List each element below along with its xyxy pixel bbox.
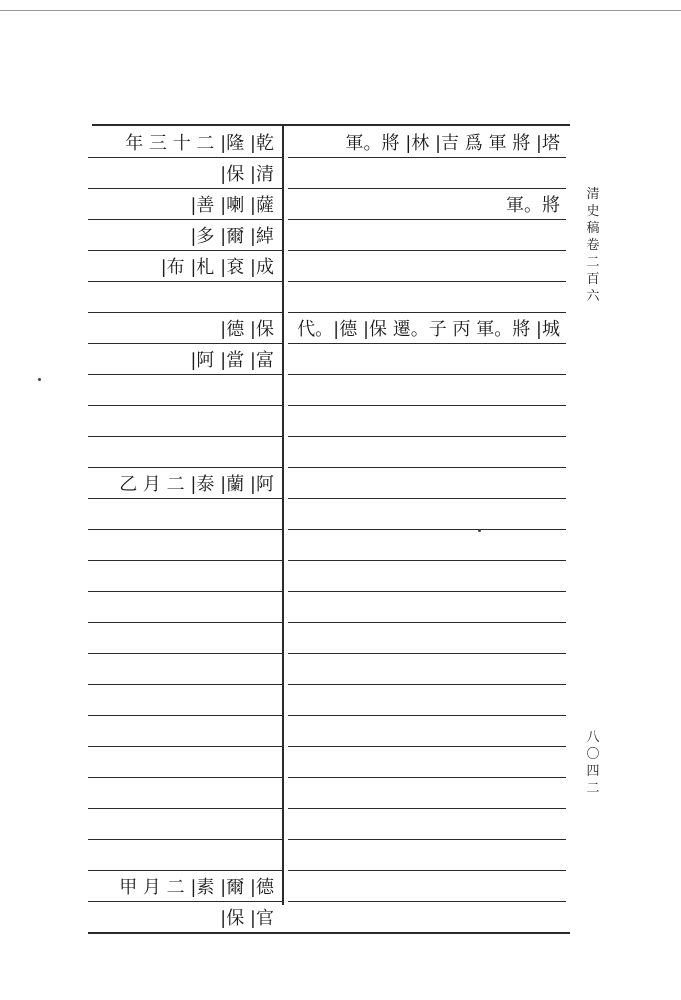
page-number-char: 二 (586, 781, 600, 796)
table-row (88, 126, 570, 157)
table-row (88, 715, 570, 746)
entry-left (88, 746, 274, 777)
entry-right (288, 157, 560, 188)
table-row (88, 622, 570, 653)
table-row (88, 560, 570, 591)
table-row (88, 188, 570, 219)
ink-speck (38, 378, 41, 381)
entry-left (88, 684, 274, 715)
table-row (88, 250, 570, 281)
entry-right (288, 498, 560, 529)
entry-right (288, 436, 560, 467)
table-row (88, 684, 570, 715)
running-title-char: 稿 (586, 221, 600, 236)
entry-left (88, 591, 274, 622)
entry-left: 年 三 十 二 |隆 |乾 (125, 132, 274, 154)
entry-right (288, 591, 560, 622)
entry-right (288, 374, 560, 405)
entry-right (288, 467, 560, 498)
entry-right (288, 808, 560, 839)
page-number-char: 八 (586, 730, 600, 745)
top-rule (0, 10, 681, 11)
entry-left (88, 281, 274, 312)
running-title-char: 百 (586, 272, 600, 287)
entry-right: 軍。將 (506, 194, 560, 216)
table-row (88, 529, 570, 560)
entry-right (288, 529, 560, 560)
entry-right (288, 250, 560, 281)
entry-right (288, 405, 560, 436)
table-row (88, 777, 570, 808)
entry-left (88, 405, 274, 436)
entry-right (288, 219, 560, 250)
entry-right (288, 343, 560, 374)
entry-right: 軍。將 |林 |吉 爲 軍 將 |塔 (345, 132, 560, 154)
entry-right (288, 684, 560, 715)
entry-right (288, 715, 560, 746)
running-title-char: 史 (586, 204, 600, 219)
table-row (88, 157, 570, 188)
table-row (88, 870, 570, 901)
entry-left: |保 |清 (220, 163, 274, 185)
entry-right (288, 746, 560, 777)
entry-left (88, 436, 274, 467)
table-row (88, 436, 570, 467)
ink-speck (478, 529, 481, 532)
entry-left: |善 |喇 |薩 (190, 194, 274, 216)
entry-right (288, 622, 560, 653)
entry-left: |保 |官 (220, 907, 274, 929)
table-row (88, 808, 570, 839)
page-number (583, 729, 603, 797)
table-row (88, 219, 570, 250)
running-title (583, 186, 603, 305)
entry-right (288, 839, 560, 870)
table-row (88, 374, 570, 405)
entry-left (88, 808, 274, 839)
entry-left: |阿 |當 |富 (190, 349, 274, 371)
table-row (88, 591, 570, 622)
entry-right: 代。|德 |保 遷。子 丙 軍。將 |城 (297, 318, 560, 340)
entry-right (288, 281, 560, 312)
table-row (88, 653, 570, 684)
entry-left (88, 777, 274, 808)
table-row (88, 746, 570, 777)
table-row (88, 312, 570, 343)
entry-left (88, 839, 274, 870)
entry-left: |多 |爾 |綽 (190, 225, 274, 247)
entry-right (288, 777, 560, 808)
entry-left: 甲 月 二 |素 |爾 |德 (119, 876, 274, 898)
entry-left: 乙 月 二 |泰 |蘭 |阿 (119, 473, 274, 495)
entry-left (88, 374, 274, 405)
entry-left (88, 498, 274, 529)
entry-right (288, 901, 560, 932)
entry-left (88, 560, 274, 591)
official-table (88, 124, 570, 929)
entry-right (288, 870, 560, 901)
entry-left: |布 |札 |袞 |成 (160, 256, 274, 278)
table-row (88, 281, 570, 312)
running-title-char: 六 (586, 289, 600, 304)
table-row (88, 839, 570, 870)
running-title-char: 二 (586, 255, 600, 270)
row-rule (88, 932, 570, 934)
entry-left (88, 653, 274, 684)
table-row (88, 405, 570, 436)
entry-left: |德 |保 (220, 318, 274, 340)
entry-left (88, 715, 274, 746)
table-row (88, 467, 570, 498)
entry-left (88, 622, 274, 653)
table-row (88, 901, 570, 932)
running-title-char: 卷 (586, 238, 600, 253)
page-number-char: 〇 (586, 747, 600, 762)
table-row (88, 498, 570, 529)
table-row (88, 343, 570, 374)
page-number-char: 四 (586, 764, 600, 779)
entry-left (88, 529, 274, 560)
entry-right (288, 560, 560, 591)
entry-right (288, 653, 560, 684)
running-title-char: 清 (586, 187, 600, 202)
